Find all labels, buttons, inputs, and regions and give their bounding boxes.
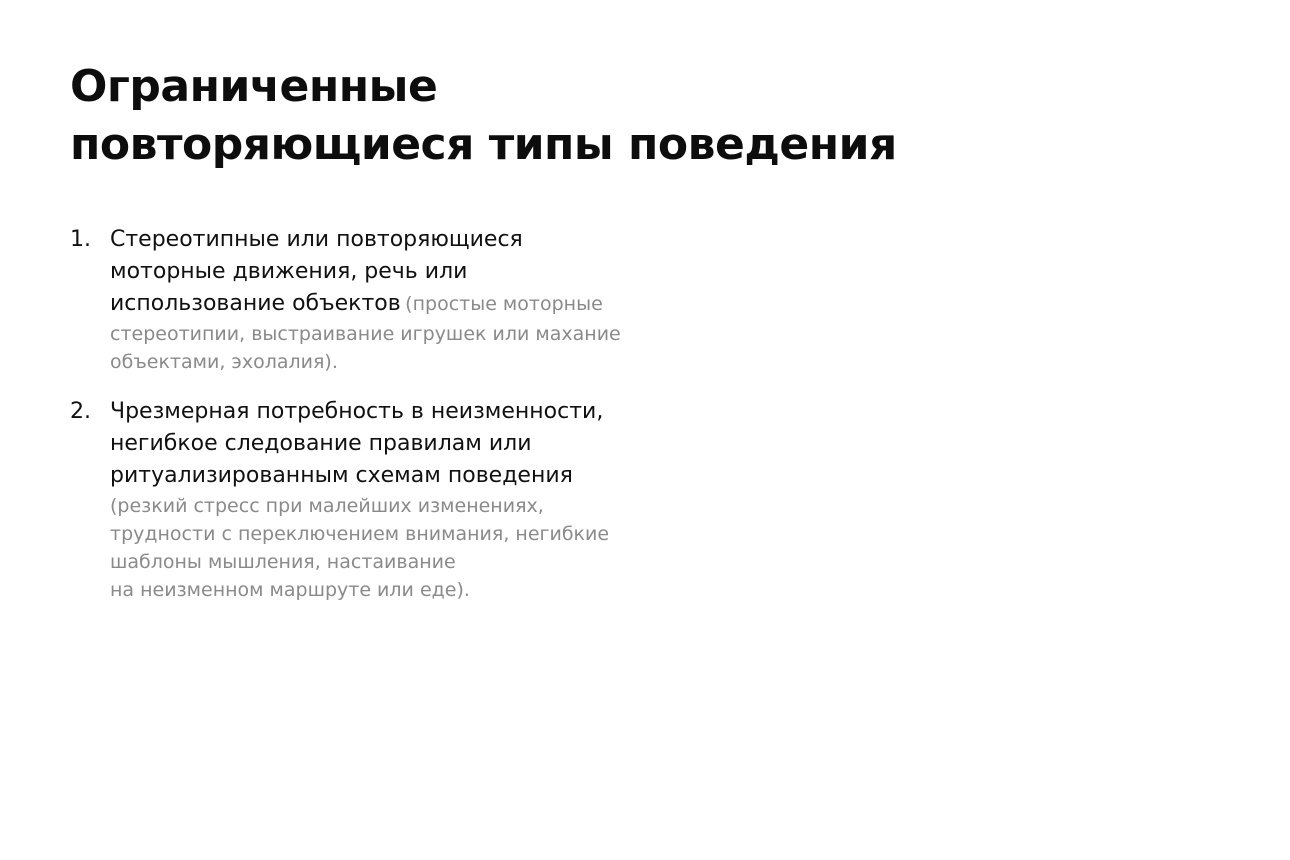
slide <box>70 58 1220 601</box>
item-note-inline: (простые моторные <box>405 293 603 315</box>
item-note-line: объектами, эхолалия). <box>110 351 338 373</box>
item-note-line: стереотипии, выстраивание игрушек или махание <box>110 323 621 345</box>
item-number: 1. <box>70 227 91 252</box>
list-item-2 <box>70 396 690 604</box>
behavior-list <box>70 224 690 624</box>
item-lead-line: Стереотипные или повторяющиеся <box>110 227 523 252</box>
item-lead-line: ритуализированным схемам поведения <box>110 463 573 488</box>
page-title <box>70 58 1220 174</box>
item-note-line: трудности с переключением внимания, негибкие <box>110 523 610 545</box>
title-line-2: повторяющиеся типы поведения <box>70 119 897 170</box>
title-line-1: Ограниченные <box>70 61 438 112</box>
item-lead-line: использование объектов <box>110 291 401 316</box>
item-note-line: (резкий стресс при малейших изменениях, <box>110 495 544 517</box>
item-lead-line: моторные движения, речь или <box>110 259 468 284</box>
list-item-1 <box>70 224 690 376</box>
item-lead-line: Чрезмерная потребность в неизменности, <box>110 399 604 424</box>
item-note-line: на неизменном маршруте или еде). <box>110 579 470 601</box>
item-note-line: шаблоны мышления, настаивание <box>110 551 456 573</box>
item-number: 2. <box>70 399 91 424</box>
item-lead-line: негибкое следование правилам или <box>110 431 532 456</box>
